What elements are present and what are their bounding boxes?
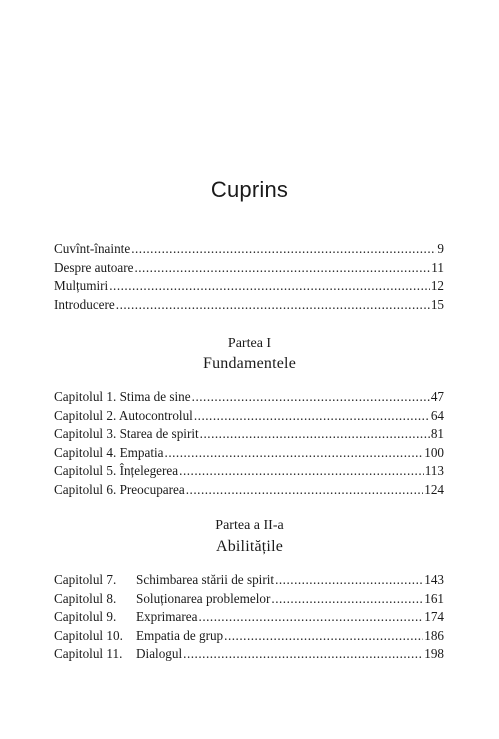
toc-entry (54, 277, 444, 296)
toc-entry-label: Capitolul 4. Empatia (54, 444, 164, 460)
toc-entry-page: 64 (430, 407, 444, 423)
toc-entry-page: 161 (424, 590, 444, 606)
part1-heading: Partea I (227, 336, 272, 351)
toc-leader-dots (224, 627, 423, 646)
toc-entry-number: Capitolul 9. (54, 609, 117, 625)
toc-leader-dots (179, 462, 424, 481)
toc-entry-label: Capitolul 6. Preocuparea (54, 481, 185, 497)
toc-entry-label: Capitolul 2. Autocontrolul (54, 407, 193, 423)
toc-entry-page: 11 (431, 259, 444, 275)
toc-leader-dots (134, 259, 430, 278)
toc-entry (54, 481, 444, 500)
toc-entry-title: Schimbarea stării de spirit (136, 572, 275, 587)
toc-entry (54, 444, 444, 463)
toc-entry-label (54, 627, 223, 646)
toc-entry (54, 571, 444, 590)
toc-entry-label (54, 590, 270, 609)
toc-leader-dots (131, 240, 436, 259)
toc-entry-label (54, 571, 274, 590)
toc-entry-number: Capitolul 7. (54, 572, 117, 587)
toc-entry-label: Introducere (54, 296, 115, 312)
toc-leader-dots (271, 590, 423, 609)
toc-leader-dots (183, 645, 423, 664)
toc-entry-title: Soluționarea problemelor (136, 590, 271, 606)
toc-leader-dots (194, 407, 430, 426)
toc-leader-dots (165, 444, 424, 463)
page-title: Cuprins (210, 177, 289, 202)
toc-entry (54, 627, 444, 646)
toc-entry (54, 407, 444, 426)
toc-entry (54, 425, 444, 444)
toc-leader-dots (186, 481, 423, 500)
toc-entry (54, 240, 444, 259)
toc-entry-label: Capitolul 1. Stima de sine (54, 389, 191, 404)
toc-entry-page: 47 (430, 389, 444, 404)
toc-entry (54, 462, 444, 481)
part1-name: Fundamentele (202, 355, 297, 372)
toc-leader-dots (275, 571, 423, 590)
toc-entry (54, 388, 444, 407)
toc-entry-page: 9 (437, 241, 444, 256)
toc-entry-number: Capitolul 8. (54, 590, 117, 606)
toc-entry-page: 186 (424, 627, 444, 643)
toc-entry-page: 15 (430, 296, 444, 312)
toc-leader-dots (116, 296, 430, 315)
toc-entry (54, 608, 444, 627)
toc-entry-number: Capitolul 10. (54, 627, 123, 643)
toc-entry-label: Cuvînt-înainte (54, 241, 131, 256)
toc-entry-page: 12 (430, 278, 444, 294)
toc-entry (54, 259, 444, 278)
toc-entry-label: Despre autoare (54, 259, 134, 275)
toc-leader-dots (200, 425, 430, 444)
toc-entry-label: Mulțumiri (54, 278, 109, 294)
toc-leader-dots (192, 388, 430, 407)
toc-leader-dots (109, 277, 430, 296)
toc-entry-label (54, 645, 182, 664)
toc-leader-dots (199, 608, 424, 627)
toc-front-matter (54, 240, 444, 314)
toc-entry (54, 645, 444, 664)
toc-entry-title: Dialogul (136, 646, 183, 662)
toc-entry-title: Empatia de grup (136, 627, 224, 643)
toc-entry (54, 590, 444, 609)
toc-part2 (54, 571, 444, 664)
toc-entry-page: 143 (424, 572, 444, 587)
toc-entry-page: 113 (424, 463, 444, 479)
part2-heading: Partea a II-a (215, 518, 284, 533)
toc-part1 (54, 388, 444, 500)
toc-entry-number: Capitolul 11. (54, 646, 123, 662)
toc-entry-page: 100 (424, 444, 444, 460)
toc-entry-page: 198 (424, 646, 444, 662)
toc-entry-title: Exprimarea (136, 609, 198, 625)
toc-entry-label: Capitolul 3. Starea de spirit (54, 426, 199, 442)
toc-entry-page: 124 (424, 481, 444, 497)
part2-name: Abilitățile (215, 538, 284, 555)
toc-entry-label (54, 608, 198, 627)
toc-entry-label: Capitolul 5. Înțelegerea (54, 463, 179, 479)
toc-entry-page: 81 (430, 426, 444, 442)
toc-entry (54, 296, 444, 315)
toc-entry-page: 174 (424, 609, 444, 625)
